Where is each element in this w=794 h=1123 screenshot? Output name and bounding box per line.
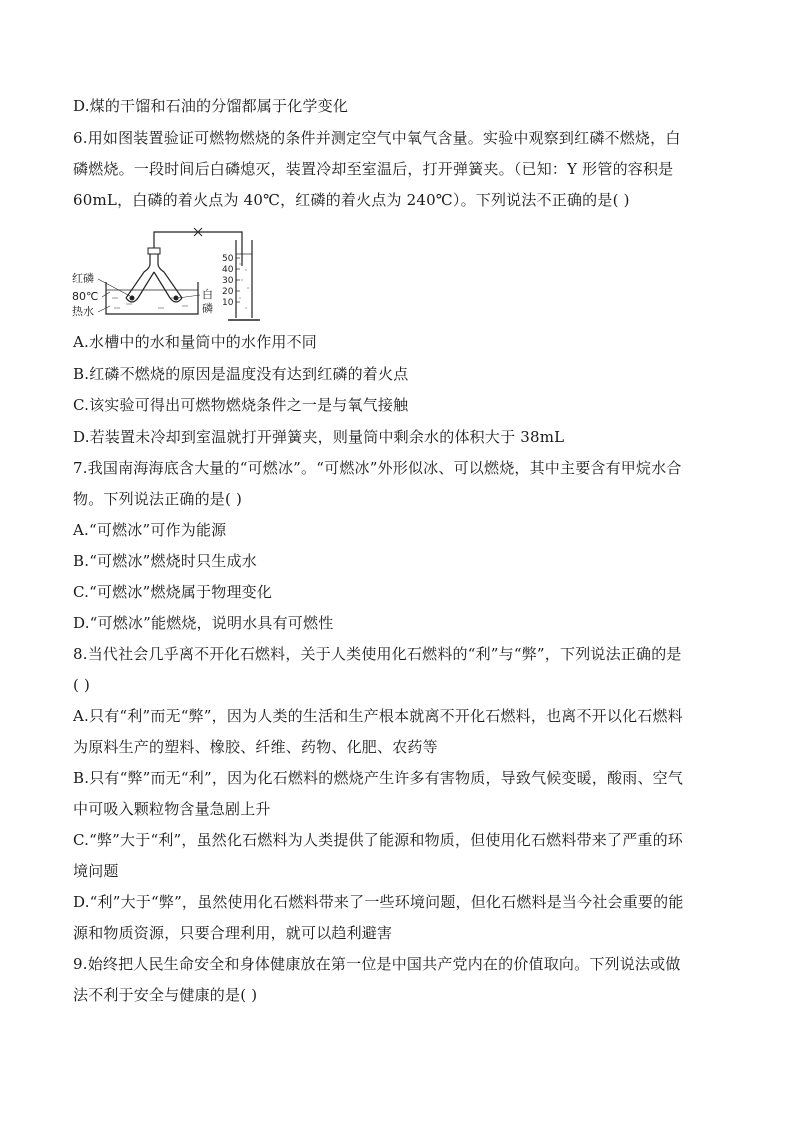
- graduated-cylinder: [236, 240, 252, 318]
- label-white-phosphorus: 白: [202, 288, 213, 301]
- text-line: 境问题: [73, 862, 119, 880]
- text-line: 法不利于安全与健康的是( ): [73, 986, 258, 1004]
- cylinder-tick-label: 10: [222, 298, 234, 308]
- text-line: 磷燃烧。一段时间后白磷熄灭，装置冷却至室温后，打开弹簧夹。（已知：Y 形管的容积是: [73, 160, 674, 178]
- cylinder-tick-label: 20: [222, 287, 234, 297]
- question-6-stem: 6.用如图装置验证可燃物燃烧的条件并测定空气中氧气含量。实验中观察到红磷不燃烧，白: [73, 129, 681, 147]
- question-9-stem: 9.始终把人民生命安全和身体健康放在第一位是中国共产党内在的价值取向。下列说法或做: [73, 955, 681, 973]
- option-7d: D.“可燃冰”能燃烧，说明水具有可燃性: [73, 614, 334, 632]
- cylinder-tick-label: 40: [222, 265, 234, 275]
- option-6d: D.若装置未冷却到室温就打开弹簧夹，则量筒中剩余水的体积大于 38mL: [73, 428, 565, 446]
- cylinder-water-dots: [239, 263, 248, 308]
- option-8c: C.“弊”大于“利”，虽然化石燃料为人类提供了能源和物质，但使用化石燃料带来了严重的环: [73, 831, 683, 849]
- text-line: ( ): [73, 676, 91, 694]
- question-8-stem: 8.当代社会几乎离不开化石燃料，关于人类使用化石燃料的“利”与“弊”，下列说法正确的是: [73, 645, 682, 663]
- label-hot-water: 热水: [72, 305, 94, 318]
- apparatus-figure: [70, 218, 270, 323]
- option-8b: B.只有“弊”而无“利”，因为化石燃料的燃烧产生许多有害物质，导致气候变暖，酸雨、空气: [73, 769, 684, 787]
- cylinder-tick-label: 50: [222, 254, 234, 264]
- text-line: 为原料生产的塑料、橡胶、纤维、药物、化肥、农药等: [73, 738, 438, 756]
- label-red-phosphorus: 红磷: [72, 272, 94, 285]
- label-white-phosphorus: 磷: [202, 302, 213, 315]
- text-line: 60mL，白磷的着火点为 40℃，红磷的着火点为 240℃）。下列说法不正确的是( ): [73, 191, 630, 209]
- red-phosphorus: [130, 296, 135, 301]
- stopper: [148, 248, 160, 254]
- option-6a: A.水槽中的水和量筒中的水作用不同: [73, 333, 318, 351]
- option-7c: C.“可燃冰”燃烧属于物理变化: [73, 583, 273, 601]
- text-line: D.煤的干馏和石油的分馏都属于化学变化: [73, 97, 349, 115]
- y-tube-right: [158, 253, 182, 298]
- option-8a: A.只有“利”而无“弊”，因为人类的生活和生产根本就离不开化石燃料，也离不开以化石燃料: [73, 707, 683, 725]
- white-phosphorus: [174, 296, 179, 301]
- text-line: 物。下列说法正确的是( ): [73, 490, 243, 508]
- label-temperature: 80℃: [72, 290, 99, 303]
- option-7a: A.“可燃冰”可作为能源: [73, 521, 227, 539]
- option-8d: D.“利”大于“弊”，虽然使用化石燃料带来了一些环境问题，但化石燃料是当今社会重要的能: [73, 893, 684, 911]
- cylinder-tick-label: 30: [222, 276, 234, 286]
- option-6b: B.红磷不燃烧的原因是温度没有达到红磷的着火点: [73, 365, 409, 383]
- apparatus-diagram: [70, 218, 270, 323]
- text-line: 源和物质资源，只要合理利用，就可以趋利避害: [73, 924, 393, 942]
- y-tube-inner: [138, 272, 170, 298]
- water-trough: [106, 282, 198, 314]
- option-7b: B.“可燃冰”燃烧时只生成水: [73, 552, 257, 570]
- question-7-stem: 7.我国南海海底含大量的“可燃冰”。“可燃冰”外形似冰、可以燃烧，其中主要含有甲烷水合: [73, 459, 682, 477]
- option-6c: C.该实验可得出可燃物燃烧条件之一是与氧气接触: [73, 396, 409, 414]
- y-tube-left: [126, 253, 150, 298]
- text-line: 中可吸入颗粒物含量急剧上升: [73, 800, 271, 818]
